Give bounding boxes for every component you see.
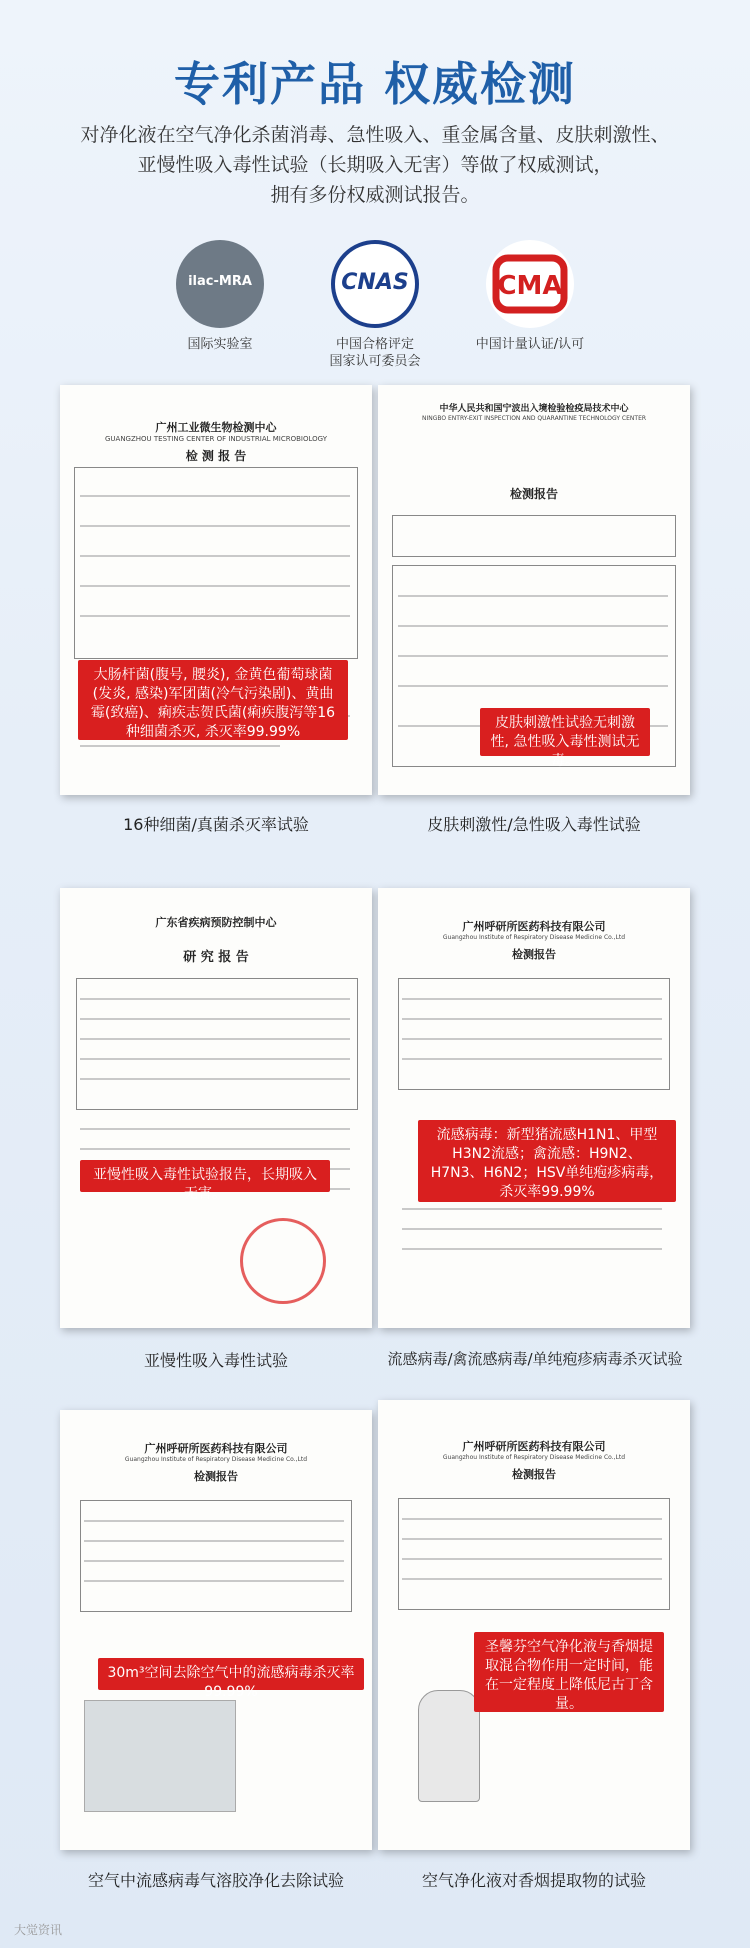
- report-caption: 16种细菌/真菌杀灭率试验: [123, 815, 309, 834]
- intro-text: [60, 120, 690, 210]
- cert-label: 中国计量认证/认可: [475, 337, 585, 352]
- cert-label: 中国合格评定 国家认可委员会: [329, 337, 421, 369]
- report-callout: 30m³空间去除空气中的流感病毒杀灭率99.99%: [98, 1658, 364, 1690]
- cma-logo: [486, 240, 574, 328]
- report-document-tobacco: 广州呼研所医药科技有限公司 Guangzhou Institute of Respiratory Disease Medicine Co.,Ltd 检测报告: [378, 1400, 690, 1850]
- report-caption: 流感病毒/禽流感病毒/单纯疱疹病毒杀灭试验: [387, 1350, 683, 1368]
- report-callout: 亚慢性吸入毒性试验报告，长期吸入无害。: [80, 1160, 330, 1192]
- report-caption: 皮肤刺激性/急性吸入毒性试验: [427, 815, 641, 834]
- page-title: 专利产品 权威检测: [173, 57, 576, 111]
- report-document-influenza: 广州呼研所医药科技有限公司 Guangzhou Institute of Respiratory Disease Medicine Co.,Ltd 检测报告: [378, 888, 690, 1328]
- report-caption: 空气中流感病毒气溶胶净化去除试验: [87, 1871, 344, 1890]
- ilac-mra-logo: ilac-MRA: [176, 240, 264, 328]
- intro-line: 亚慢性吸入毒性试验（长期吸入无害）等做了权威测试，: [137, 154, 613, 176]
- report-callout: 圣馨芬空气净化液与香烟提取混合物作用一定时间，能在一定程度上降低尼古丁含量。: [474, 1632, 664, 1712]
- cnas-logo: CNAS: [331, 240, 419, 328]
- report-document-aerosol: 广州呼研所医药科技有限公司 Guangzhou Institute of Respiratory Disease Medicine Co.,Ltd 检测报告: [60, 1410, 372, 1850]
- cnas-certification: [295, 240, 455, 370]
- svg-text:CMA: CMA: [497, 271, 563, 301]
- ilac-certification: [140, 240, 300, 353]
- certification-logos: [0, 240, 750, 369]
- device-photo: [84, 1700, 236, 1812]
- report-callout: 大肠杆菌(腹号, 腰炎), 金黄色葡萄球菌(发炎, 感染)军团菌(冷气污染剧)、黄曲霉(致癌)、痢疾志贺氏菌(痢疾腹泻等16种细菌杀灭, 杀灭率99.99%: [78, 660, 348, 740]
- report-document-skin: 中华人民共和国宁波出入境检验检疫局技术中心 NINGBO ENTRY-EXIT INSPECTION AND QUARANTINE TECHNOLOGY CENTER 检测报告: [378, 385, 690, 795]
- cma-certification: [450, 240, 610, 353]
- report-document-bacteria: 广州工业微生物检测中心 GUANGZHOU TESTING CENTER OF INDUSTRIAL MICROBIOLOGY 检 测 报 告: [60, 385, 372, 795]
- sample-bottle-photo: [418, 1690, 480, 1802]
- report-callout: 流感病毒：新型猪流感H1N1、甲型H3N2流感；禽流感：H9N2、H7N3、H6N2；HSV单纯疱疹病毒，杀灭率99.99%: [418, 1120, 676, 1202]
- report-document-subchronic: 广东省疾病预防控制中心 研 究 报 告: [60, 888, 372, 1328]
- red-seal: [240, 1218, 326, 1304]
- report-caption: 空气净化液对香烟提取物的试验: [421, 1871, 646, 1890]
- intro-line: 对净化液在空气净化杀菌消毒、急性吸入、重金属含量、皮肤刺激性、: [80, 124, 670, 146]
- watermark: 大觉资讯: [14, 1923, 63, 1937]
- cert-label: 国际实验室: [187, 337, 253, 352]
- report-caption: 亚慢性吸入毒性试验: [143, 1351, 288, 1370]
- intro-line: 拥有多份权威测试报告。: [270, 184, 480, 206]
- report-callout: 皮肤刺激性试验无刺激性, 急性吸入毒性测试无毒。: [480, 708, 650, 756]
